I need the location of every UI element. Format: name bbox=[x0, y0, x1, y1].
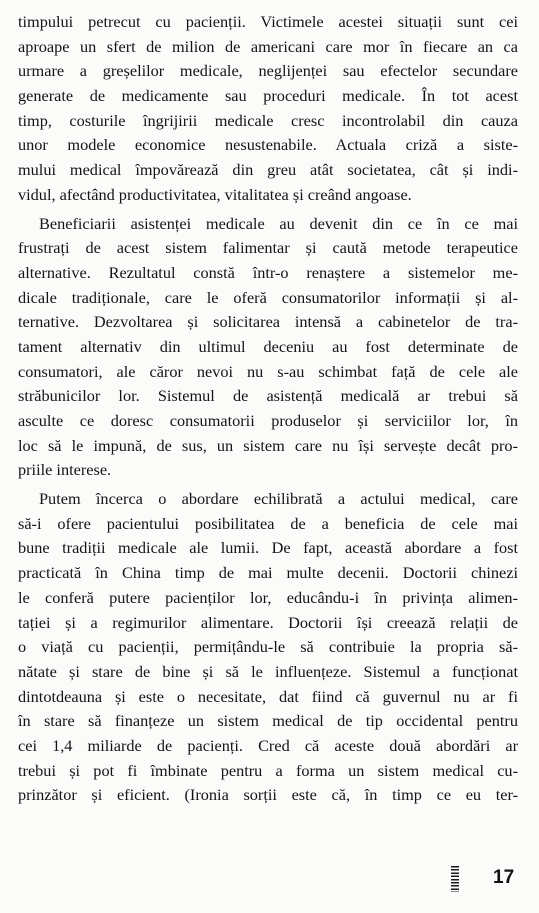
text-line: timp, costurile îngrijirii medicale cresc incontrolabil din cauza bbox=[18, 110, 518, 130]
text-line: în stare să finanțeze un sistem medical de tip occidental pentru bbox=[18, 711, 518, 731]
text-line: priile interese. bbox=[18, 460, 112, 480]
paragraph-2 bbox=[18, 212, 518, 484]
page-number: 17 bbox=[493, 867, 515, 888]
text-line: Putem încerca o abordare echilibrată a actului medical, care bbox=[39, 489, 518, 509]
text-line: alternative. Rezultatul constă într-o renaștere a sistemelor me- bbox=[18, 262, 518, 282]
text-line: trebui și pot fi îmbinate pentru a forma un sistem medical cu- bbox=[18, 760, 518, 780]
text-line: prinzător și eficient. (Ironia sorții este că, în timp ce eu ter- bbox=[18, 785, 518, 805]
text-line: frustrați de acest sistem falimentar și caută metode terapeutice bbox=[18, 238, 518, 258]
body-text bbox=[18, 10, 518, 808]
text-line: străbunicilor lor. Sistemul de asistență medicală ar trebui să bbox=[18, 386, 518, 406]
paragraph-1 bbox=[18, 10, 518, 208]
text-line: dintotdeauna și este o necesitate, dat fiind că guvernul nu ar fi bbox=[18, 686, 518, 706]
folio-bars-icon bbox=[451, 866, 459, 892]
text-line: vidul, afectând productivitatea, vitalitatea și creând angoase. bbox=[18, 184, 412, 204]
text-line: generate de medicamente sau proceduri medicale. În tot acest bbox=[18, 86, 518, 106]
text-line: ternative. Dezvoltarea și solicitarea intensă a cabinetelor de tra- bbox=[18, 312, 518, 332]
text-line: mului medical împovărează din greu atât societatea, cât și indi- bbox=[18, 160, 518, 180]
page-footer bbox=[0, 862, 539, 892]
text-line: Beneficiarii asistenței medicale au devenit din ce în ce mai bbox=[39, 213, 518, 233]
text-line: tației și a regimurilor alimentare. Doctorii își creează relații de bbox=[18, 612, 518, 632]
text-line: timpului petrecut cu pacienții. Victimele acestei situații sunt cei bbox=[18, 12, 518, 31]
text-line: unor modele economice nesustenabile. Actuala criză a siste- bbox=[18, 135, 518, 155]
text-line: consumatori, ale căror nevoi nu s-au schimbat față de cele ale bbox=[18, 361, 518, 381]
text-line: cei 1,4 miliarde de pacienți. Cred că aceste două abordări ar bbox=[18, 735, 518, 755]
text-line: bune tradiții medicale ale lumii. De fapt, această abordare a fost bbox=[18, 538, 518, 558]
text-line: le conferă putere pacienților lor, educându-i în privința alimen- bbox=[18, 587, 518, 607]
text-line: nătate și stare de bine și să le influențeze. Sistemul a funcționat bbox=[18, 661, 518, 681]
text-line: dicale tradiționale, care le oferă consumatorilor informații și al- bbox=[18, 287, 518, 307]
paragraph-3 bbox=[18, 487, 518, 808]
text-line: asculte ce doresc consumatorii produselor și serviciilor lor, în bbox=[18, 411, 518, 430]
text-line: aproape un sfert de milion de americani care mor în fiecare an ca bbox=[18, 36, 518, 56]
text-line: practicată în China timp de mai multe decenii. Doctorii chinezi bbox=[18, 563, 518, 583]
text-line: să-i ofere pacientului posibilitatea de a beneficia de cele mai bbox=[18, 513, 518, 533]
text-line: tament alternativ din ultimul deceniu au fost determinate de bbox=[18, 336, 518, 356]
text-line: o viață cu pacienții, permițându-le să contribuie la propria să- bbox=[18, 637, 518, 657]
text-line: urmare a greșelilor medicale, neglijenței sau efectelor secundare bbox=[18, 61, 518, 81]
text-line: loc să le impună, de sus, un sistem care nu își servește decât pro- bbox=[18, 435, 518, 455]
